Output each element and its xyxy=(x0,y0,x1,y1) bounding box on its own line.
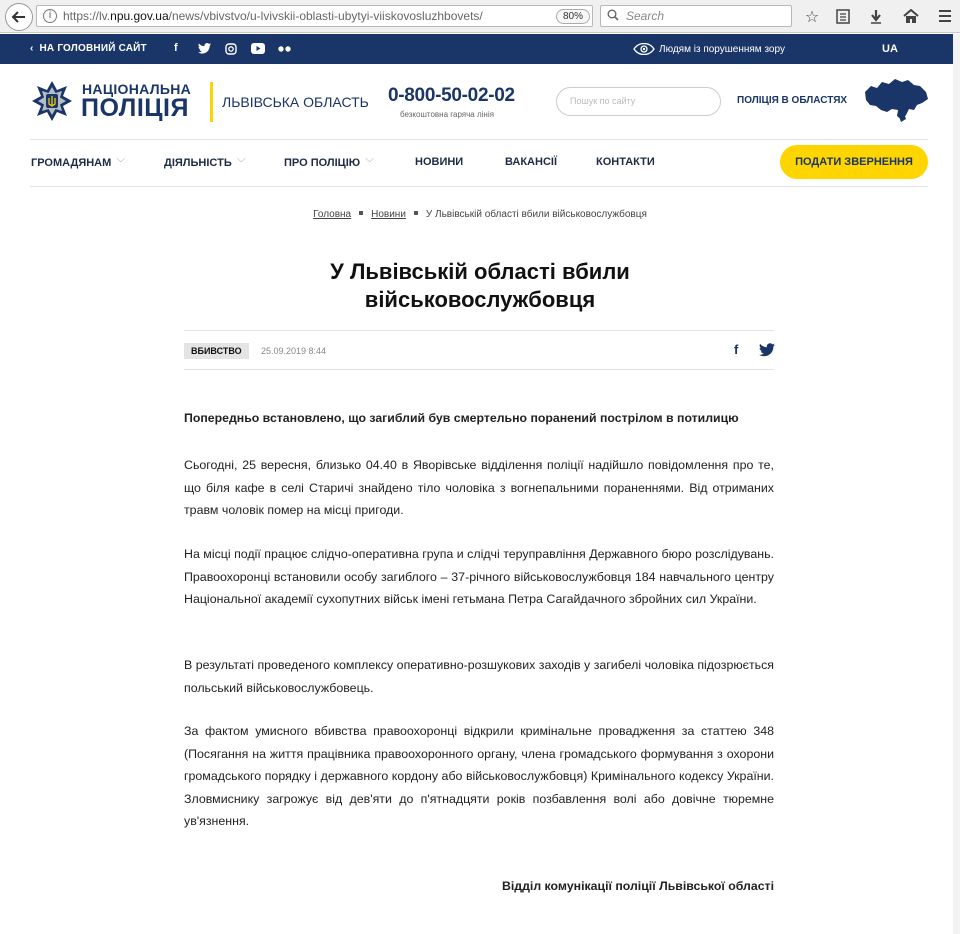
submit-appeal-button[interactable]: ПОДАТИ ЗВЕРНЕННЯ xyxy=(780,145,928,179)
breadcrumb-news[interactable]: Новини xyxy=(371,209,406,220)
meta-divider-bottom xyxy=(184,369,774,370)
region-name: ЛЬВІВСЬКА ОБЛАСТЬ xyxy=(222,94,369,110)
logo-divider xyxy=(210,82,213,122)
nav-divider xyxy=(30,186,928,187)
article-signature: Відділ комунікації поліції Львівської області xyxy=(502,879,774,893)
bookmark-star-icon[interactable]: ☆ xyxy=(804,6,820,26)
title-line-1: У Львівській області вбили xyxy=(330,259,630,284)
language-switch[interactable]: UA xyxy=(882,43,898,55)
twitter-icon[interactable] xyxy=(198,43,211,54)
hotline-caption: безкоштовна гаряча лінія xyxy=(400,110,494,119)
facebook-icon[interactable]: f xyxy=(174,42,178,54)
police-star-icon[interactable] xyxy=(31,80,73,122)
share-facebook-icon[interactable]: f xyxy=(734,342,739,357)
chevron-down-icon: ﹀ xyxy=(116,158,126,168)
nav-vacancies[interactable]: ВАКАНСІЇ xyxy=(505,156,557,168)
publish-date: 25.09.2019 8:44 xyxy=(261,346,327,356)
browser-search-input[interactable] xyxy=(600,5,792,27)
browser-toolbar xyxy=(0,0,960,33)
chevron-down-icon: ﹀ xyxy=(365,158,375,168)
article-paragraph: В результаті проведеного комплексу оперативно-розшукових заходів у загибелі чоловіка підозрюється польський військовослужбовець. xyxy=(184,658,774,695)
meta-divider-top xyxy=(184,330,774,331)
eye-icon xyxy=(633,43,655,55)
nav-citizens[interactable]: ГРОМАДЯНАМ ﹀ xyxy=(31,157,126,169)
home-icon[interactable] xyxy=(901,6,921,26)
menu-icon[interactable] xyxy=(935,6,955,26)
search-icon xyxy=(607,9,619,21)
info-icon[interactable]: i xyxy=(43,9,57,23)
page-title xyxy=(180,258,780,314)
article-paragraph: На місці події працює слідчо-оперативна група и слідчі теруправління Державного бюро розслідувань. Правоохоронці встановили особу загиблого – 37-річного військовослужбовця 184 навчального центру Національної академії сухопутних військ імені гетьмана Петра Сагайдачного збройних сил України. xyxy=(184,547,774,606)
breadcrumb-home[interactable]: Головна xyxy=(313,209,352,220)
site-search-placeholder: Пошук по сайту xyxy=(570,96,636,106)
arrow-left-icon xyxy=(11,9,27,25)
article-lead: Попередньо встановлено, що загиблий був смертельно поранений пострілом в потилицю xyxy=(184,411,739,425)
accessibility-link[interactable]: Людям із порушенням зору xyxy=(633,43,785,55)
chevron-down-icon: ﹀ xyxy=(236,158,246,168)
back-button[interactable] xyxy=(5,3,33,31)
reading-list-icon[interactable] xyxy=(833,6,853,26)
main-site-link[interactable]: ‹ НА ГОЛОВНИЙ САЙТ xyxy=(30,43,147,54)
nav-activity[interactable]: ДІЯЛЬНІСТЬ ﹀ xyxy=(164,157,246,169)
zoom-level[interactable]: 80% xyxy=(556,9,590,24)
instagram-icon[interactable] xyxy=(225,43,237,55)
scrollbar[interactable] xyxy=(953,34,960,934)
title-line-2: військовослужбовця xyxy=(364,287,596,312)
site-header xyxy=(0,64,960,140)
breadcrumb-separator xyxy=(359,211,363,215)
share-twitter-icon[interactable] xyxy=(759,343,775,357)
download-icon[interactable] xyxy=(866,6,886,26)
article-paragraph: За фактом умисного вбивства правоохоронці відкрили кримінальне провадження за статтею 348 (Посягання на життя працівника правоохоронного органу, члена громадського формування з охорони громадського порядку і державного кордону або військовослужбовця) Кримінального кодексу України. Зловмиснику загрожує від дев'яти до п'ятнадцяти років позбавлення волі або довічне тюремне ув'язнення. xyxy=(184,724,774,828)
youtube-icon[interactable] xyxy=(251,43,265,54)
breadcrumb xyxy=(0,209,960,220)
logo-text-main[interactable]: ПОЛІЦІЯ xyxy=(81,94,189,122)
hotline-number[interactable]: 0-800-50-02-02 xyxy=(388,85,515,106)
header-divider xyxy=(30,139,928,140)
address-bar[interactable] xyxy=(36,5,593,27)
breadcrumb-current: У Львівській області вбили військовослужбовця xyxy=(425,209,647,220)
breadcrumb-separator xyxy=(414,211,418,215)
ukraine-map-icon[interactable] xyxy=(862,76,929,124)
category-tag[interactable]: ВБИВСТВО xyxy=(184,343,249,359)
top-bar xyxy=(0,34,960,64)
nav-news[interactable]: НОВИНИ xyxy=(415,156,464,168)
nav-contacts[interactable]: КОНТАКТИ xyxy=(596,156,655,168)
site-search-input[interactable] xyxy=(556,87,721,116)
url-text: https://lv.npu.gov.ua/news/vbivstvo/u-lvivskii-oblasti-ubytyi-viiskovosluzhbovets/ xyxy=(63,9,483,23)
logo-text-top[interactable]: НАЦІОНАЛЬНА xyxy=(82,81,192,97)
article-paragraph: Сьогодні, 25 вересня, близько 04.40 в Яворівське відділення поліції надійшло повідомлення про те, що біля кафе в селі Старичі знайдено тіло чоловіка з вогнепальними пораненнями. Від отриманих травм чоловік помер на місці пригоди. xyxy=(184,458,774,517)
nav-about-police[interactable]: ПРО ПОЛІЦІЮ ﹀ xyxy=(284,157,375,169)
flickr-icon[interactable] xyxy=(278,46,291,52)
browser-search-placeholder: Search xyxy=(626,9,665,23)
regions-link[interactable]: ПОЛІЦІЯ В ОБЛАСТЯХ xyxy=(737,95,848,106)
